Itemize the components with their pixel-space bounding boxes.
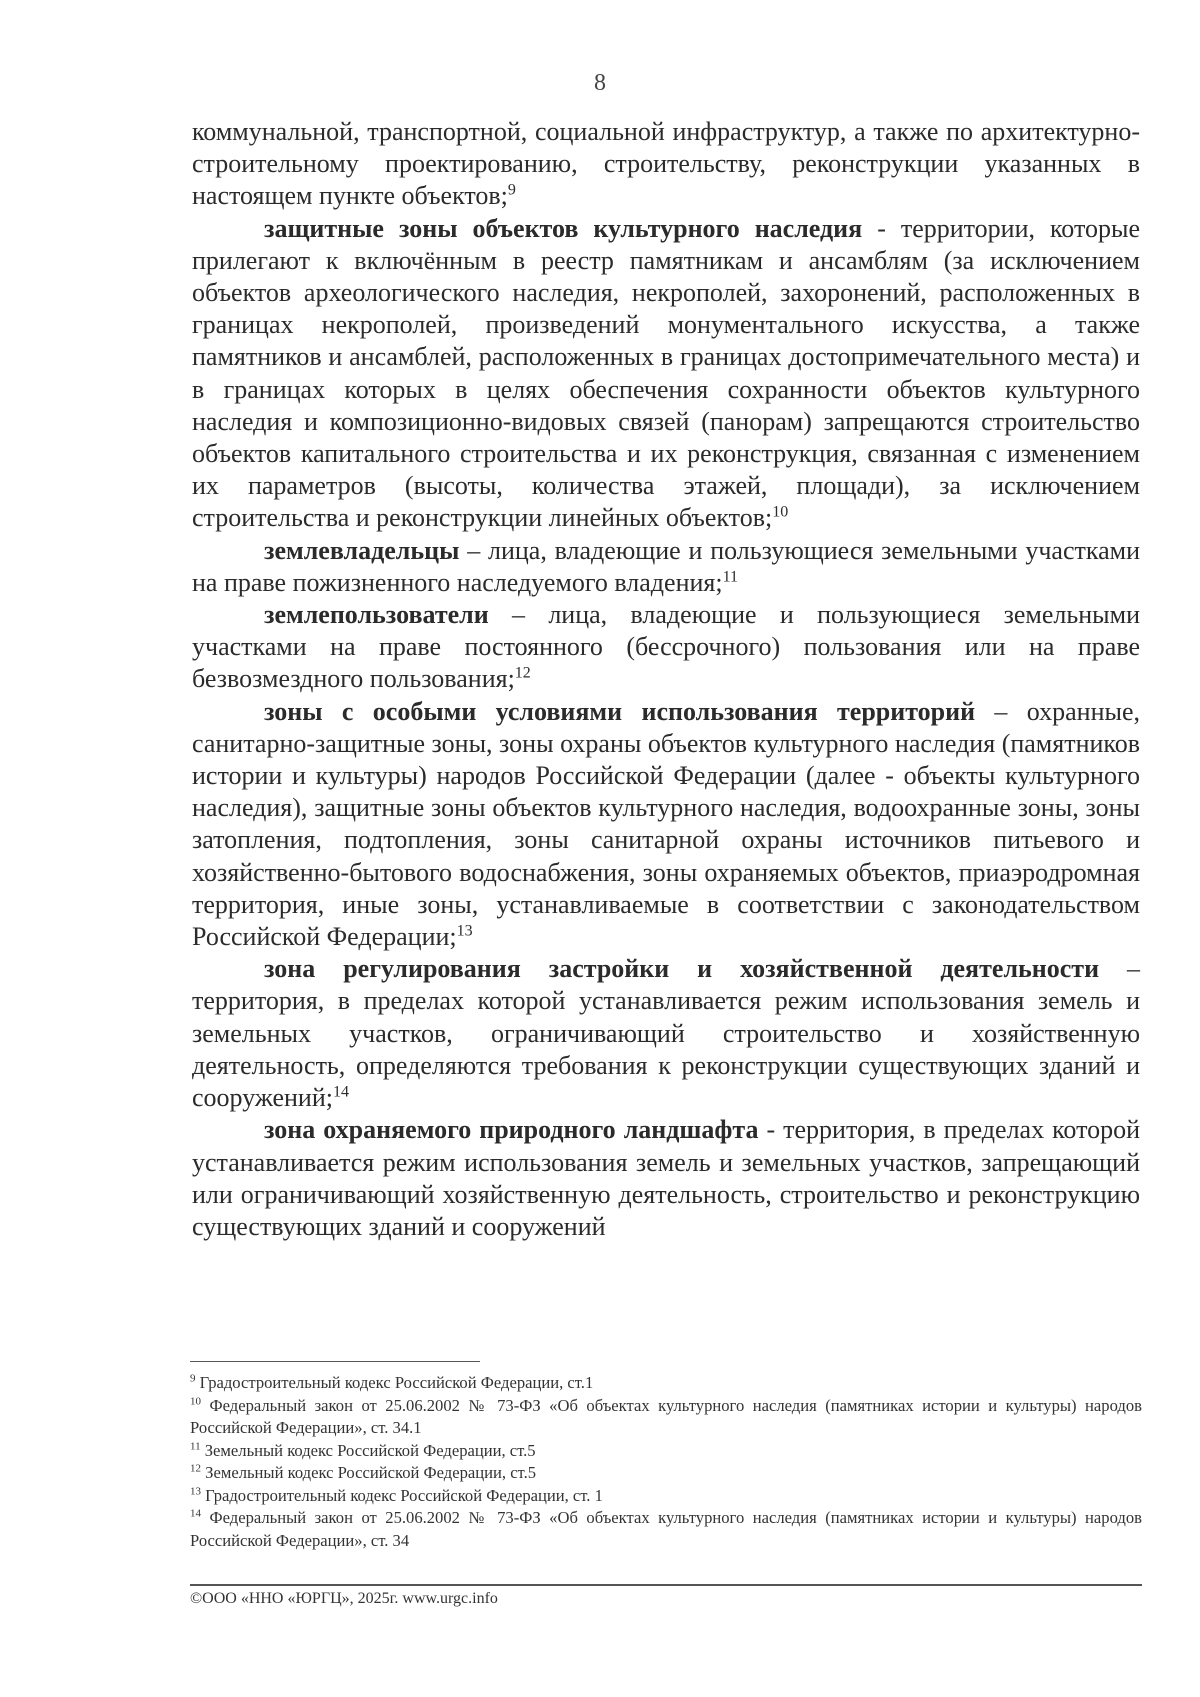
footnote-number: 11 <box>190 1439 201 1452</box>
footnote-ref: 13 <box>456 922 473 940</box>
footnote-separator <box>190 1361 480 1362</box>
footnote <box>190 1372 1142 1395</box>
footnote-text: Градостроительный кодекс Российской Федерации, ст. 1 <box>201 1485 603 1505</box>
definition-term: защитные зоны объектов культурного наследия <box>264 213 863 243</box>
definition-term: зона регулирования застройки и хозяйственной деятельности <box>264 954 1100 984</box>
definition-text: - территория, в пределах которой устанавливается режим использования земель и земельных участков, запрещающий или ограничивающий хозяйственную деятельность, строительство и реконструкцию существующих зданий и сооружений <box>192 1115 1141 1241</box>
definition-text: – охранные, санитарно-защитные зоны, зоны охраны объектов культурного наследия (памятников истории и культуры) народов Российской Федерации (далее - объекты культурного наследия), защитные зоны объектов культурного наследия, водоохранные зоны, зоны затопления, подтопления, зоны санитарной охраны источников питьевого и хозяйственно-бытового водоснабжения, зоны охраняемых объектов, приаэродромная территория, иные зоны, устанавливаемые в соответствии с законодательством Российской Федерации; <box>192 696 1140 952</box>
footnote-number: 10 <box>190 1394 201 1407</box>
definition-term: зоны с особыми условиями использования территорий <box>264 696 976 726</box>
definition-paragraph <box>192 213 1140 535</box>
definition-paragraph <box>192 953 1140 1114</box>
footnote-text: Федеральный закон от 25.06.2002 № 73-ФЗ «Об объектах культурного наследия (памятниках истории и культуры) народов Российской Федерации», ст. 34.1 <box>190 1395 1142 1437</box>
definition-paragraph <box>192 1114 1140 1243</box>
footnote <box>190 1395 1142 1440</box>
footnote-number: 14 <box>190 1507 201 1520</box>
footnote-text: Земельный кодекс Российской Федерации, ст.5 <box>201 1463 537 1482</box>
definition-term: землепользователи <box>264 600 489 630</box>
page-number: 8 <box>594 70 606 96</box>
footnote-number: 13 <box>190 1484 201 1497</box>
footnote-number: 12 <box>190 1462 201 1475</box>
footnote-ref: 14 <box>332 1083 349 1101</box>
definition-text: - территории, которые прилегают к включённым в реестр памятникам и ансамблям (за исключением объектов археологического наследия, некрополей, захоронений, расположенных в границах некрополей, произведений монументального искусства, а также памятников и ансамблей, расположенных в границах достопримечательного места) и в границах которых в целях обеспечения сохранности объектов культурного наследия и композиционно-видовых связей (панорам) запрещаются строительство объектов капитального строительства и их реконструкция, связанная с изменением их параметров (высоты, количества этажей, площади), за исключением строительства и реконструкции линейных объектов; <box>192 213 1140 533</box>
footnote <box>190 1462 1142 1485</box>
definition-paragraph <box>192 535 1140 599</box>
footnote-ref: 11 <box>722 568 738 586</box>
footnote-text: Федеральный закон от 25.06.2002 № 73-ФЗ «Об объектах культурного наследия (памятниках истории и культуры) народов Российской Федерации», ст. 34 <box>190 1508 1142 1550</box>
footnotes <box>190 1372 1142 1552</box>
definition-text: – лица, владеющие и пользующиеся земельными участками на праве пожизненного наследуемого владения; <box>192 535 1140 597</box>
paragraph-text: коммунальной, транспортной, социальной инфраструктур, а также по архитектурно-строительному проектированию, строительству, реконструкции указанных в настоящем пункте объектов; <box>192 117 1140 211</box>
footnote <box>190 1507 1142 1552</box>
page-footer: ©ООО «ННО «ЮРГЦ», 2025г. www.urgc.info <box>190 1590 498 1607</box>
footnote <box>190 1440 1142 1463</box>
definition-text: – лица, владеющие и пользующиеся земельными участками на праве постоянного (бессрочного) пользования или на праве безвозмездного пользования; <box>192 600 1140 694</box>
footnote-text: Градостроительный кодекс Российской Федерации, ст.1 <box>195 1373 594 1392</box>
footnote-ref: 9 <box>507 181 516 199</box>
definition-term: зона охраняемого природного ландшафта <box>264 1115 759 1145</box>
footnote-number: 9 <box>190 1372 196 1385</box>
definition-term: землевладельцы <box>264 535 460 565</box>
definition-text: – территория, в пределах которой устанавливается режим использования земель и земельных участков, ограничивающий строительство и хозяйственную деятельность, определяются требования к реконструкции существующих зданий и сооружений; <box>192 954 1140 1113</box>
definition-paragraph <box>192 599 1140 696</box>
document-body <box>192 116 1140 1243</box>
footnote-ref: 10 <box>772 503 789 521</box>
definition-paragraph <box>192 696 1140 954</box>
footnote <box>190 1485 1142 1508</box>
footnote-text: Земельный кодекс Российской Федерации, ст.5 <box>200 1440 536 1460</box>
footnote-ref: 12 <box>514 664 531 682</box>
continuation-paragraph <box>192 116 1140 213</box>
footer-separator <box>190 1584 1142 1586</box>
